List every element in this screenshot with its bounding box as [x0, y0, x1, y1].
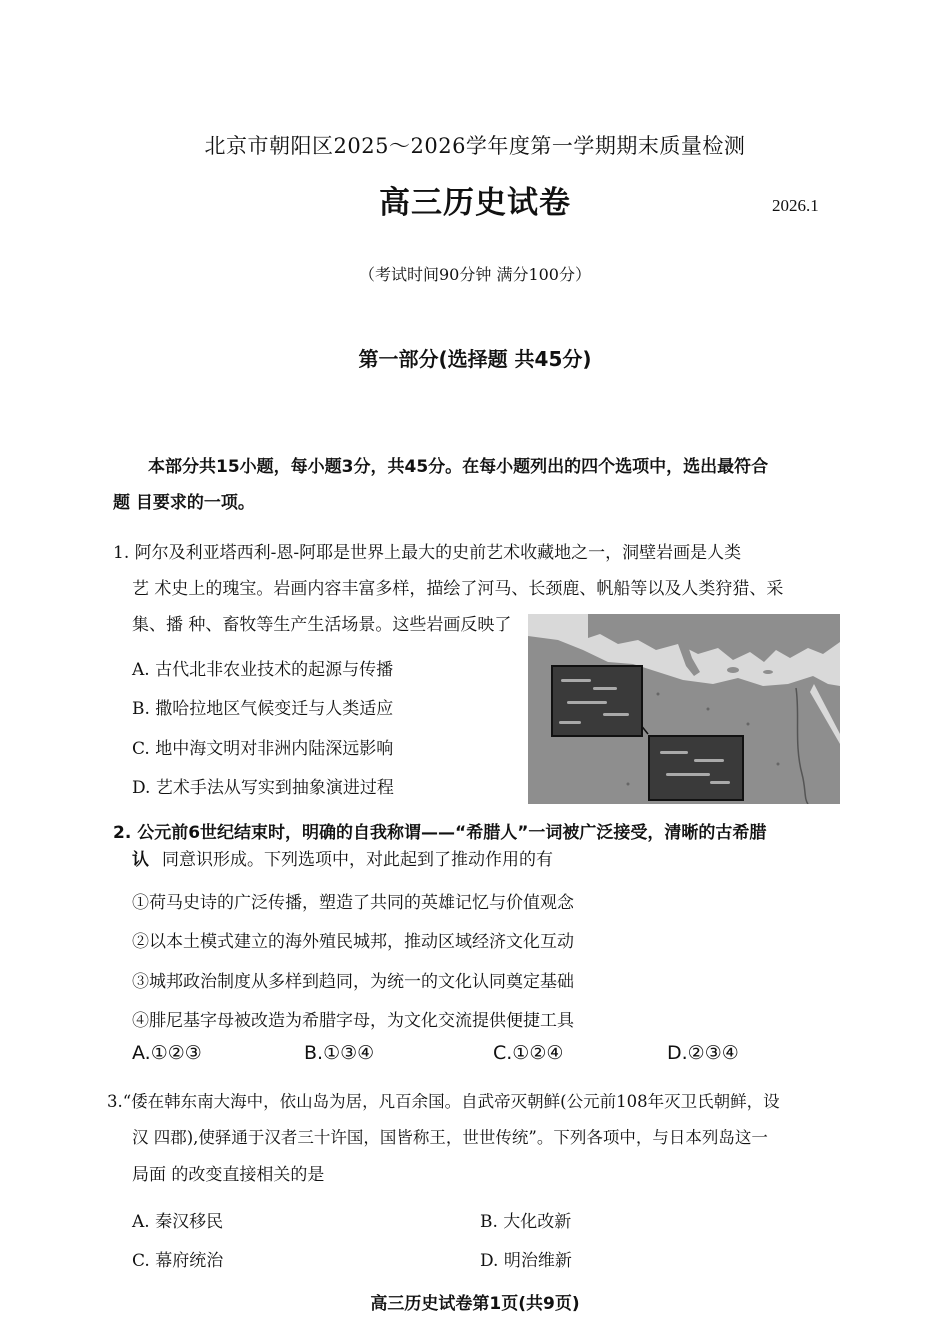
page-title: 高三历史试卷: [379, 185, 571, 221]
q2-item-4: ④腓尼基字母被改造为希腊字母，为文化交流提供便捷工具: [132, 1011, 574, 1031]
q2-stem-line-2-bold: 认: [132, 850, 149, 870]
q1-option-c[interactable]: C. 地中海文明对非洲内陆深远影响: [132, 739, 394, 759]
page-footer: 高三历史试卷第1页(共9页): [370, 1294, 580, 1314]
q3-option-c[interactable]: C. 幕府统治: [132, 1251, 224, 1271]
q1-option-b[interactable]: B. 撒哈拉地区气候变迁与人类适应: [132, 699, 394, 719]
exam-info: （考试时间90分钟 满分100分）: [359, 265, 591, 284]
exam-header-line: 北京市朝阳区2025～2026学年度第一学期期末质量检测: [204, 134, 746, 158]
q3-option-a[interactable]: A. 秦汉移民: [132, 1212, 224, 1232]
q1-stem-line-1: 1. 阿尔及利亚塔西利-恩-阿耶是世界上最大的史前艺术收藏地之一，洞壁岩画是人类: [113, 543, 742, 563]
q3-stem-line-3: 局面 的改变直接相关的是: [132, 1165, 325, 1185]
q3-option-b[interactable]: B. 大化改新: [480, 1212, 572, 1232]
q2-stem-line-2: 同意识形成。下列选项中，对此起到了推动作用的有: [162, 850, 553, 870]
q3-stem-line-1: 3.“倭在韩东南大海中，依山岛为居，凡百余国。自武帝灭朝鲜(公元前108年灭卫氏朝鲜，设: [107, 1092, 780, 1111]
rock-art-photo-1: [551, 665, 643, 737]
part-one-heading: 第一部分(选择题 共45分): [358, 347, 592, 371]
q2-item-3: ③城邦政治制度从多样到趋同，为统一的文化认同奠定基础: [132, 972, 574, 992]
instruction-line-2: 题 目要求的一项。: [113, 493, 255, 513]
q2-option-d[interactable]: D.②③④: [667, 1042, 739, 1064]
q3-stem-line-2: 汉 四郡),使驿通于汉者三十许国，国皆称王，世世传统”。下列各项中，与日本列岛这一: [132, 1128, 768, 1147]
q2-stem-line-1: 2. 公元前6世纪结束时，明确的自我称谓——“希腊人”一词被广泛接受，清晰的古希腊: [113, 823, 767, 843]
q1-stem-line-2: 艺 术史上的瑰宝。岩画内容丰富多样，描绘了河马、长颈鹿、帆船等以及人类狩猎、采: [132, 579, 784, 599]
exam-date: 2026.1: [772, 196, 819, 215]
q3-option-d[interactable]: D. 明治维新: [480, 1251, 572, 1271]
q2-item-1: ①荷马史诗的广泛传播，塑造了共同的英雄记忆与价值观念: [132, 893, 574, 913]
rock-art-photo-2: [648, 735, 744, 801]
q2-option-b[interactable]: B.①③④: [304, 1042, 375, 1064]
q2-option-c[interactable]: C.①②④: [493, 1042, 564, 1064]
q2-option-a[interactable]: A.①②③: [132, 1042, 202, 1064]
q1-stem-line-3: 集、播 种、畜牧等生产生活场景。这些岩画反映了: [132, 615, 512, 635]
q1-option-a[interactable]: A. 古代北非农业技术的起源与传播: [132, 660, 394, 680]
q2-item-2: ②以本土模式建立的海外殖民城邦，推动区域经济文化互动: [132, 932, 574, 952]
q1-option-d[interactable]: D. 艺术手法从写实到抽象演进过程: [132, 778, 394, 798]
instruction-line-1: 本部分共15小题，每小题3分，共45分。在每小题列出的四个选项中，选出最符合: [148, 457, 769, 477]
